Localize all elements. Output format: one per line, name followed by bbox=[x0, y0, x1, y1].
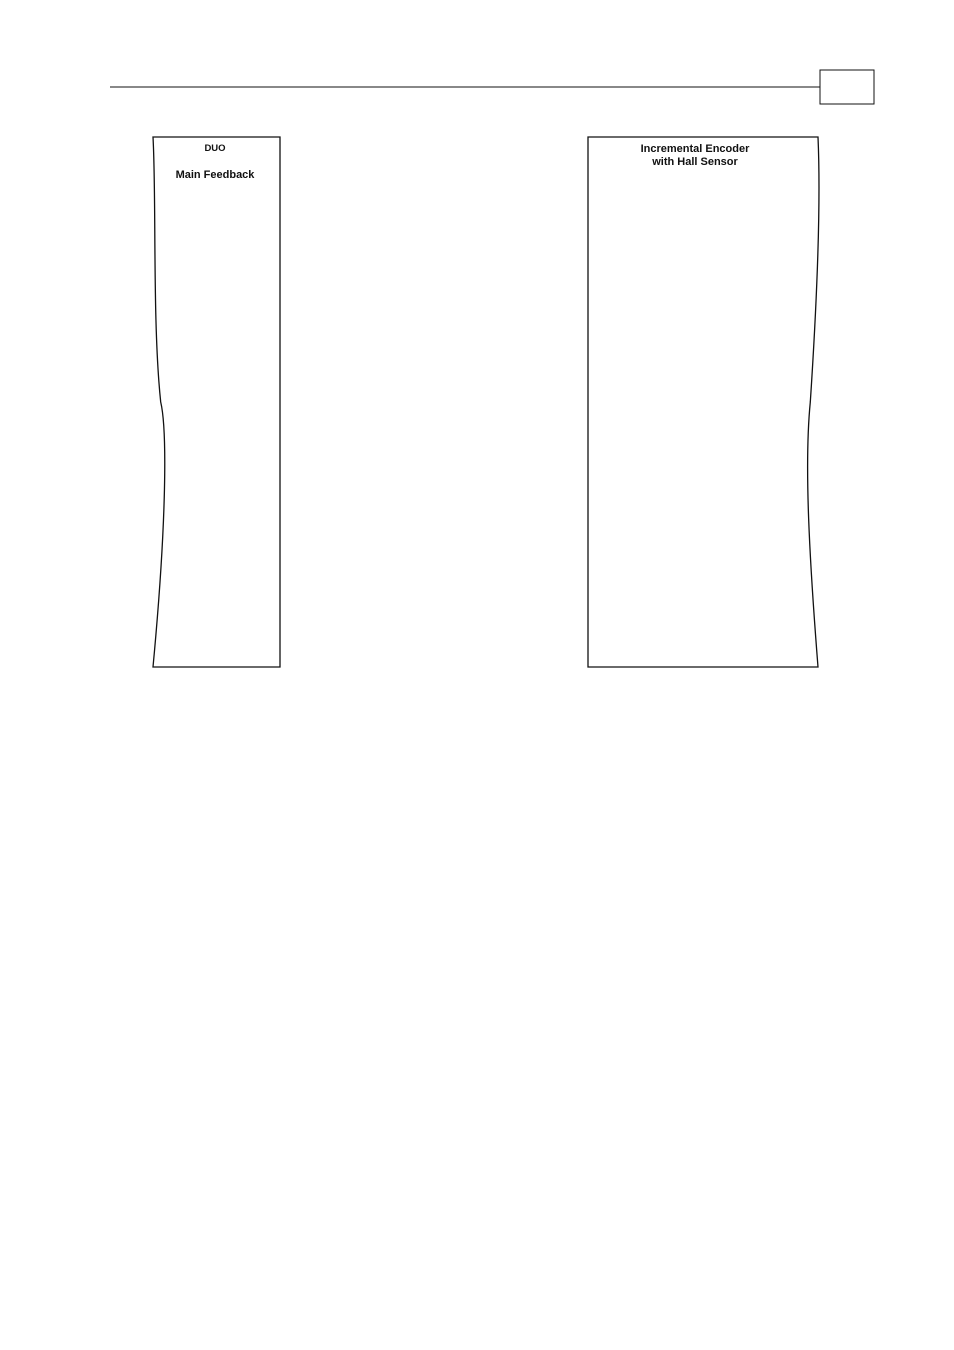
right-block-title-line: Incremental Encoder bbox=[640, 143, 750, 155]
wiring-diagram-hall-sensor bbox=[153, 137, 819, 667]
header-page-box bbox=[820, 70, 874, 104]
left-block-title: DUO bbox=[204, 143, 226, 154]
left-device-block bbox=[153, 137, 280, 667]
page-header bbox=[110, 70, 874, 104]
right-device-block bbox=[588, 137, 819, 667]
right-block-title-line: with Hall Sensor bbox=[652, 156, 738, 168]
left-block-subtitle: Main Feedback bbox=[175, 169, 255, 181]
